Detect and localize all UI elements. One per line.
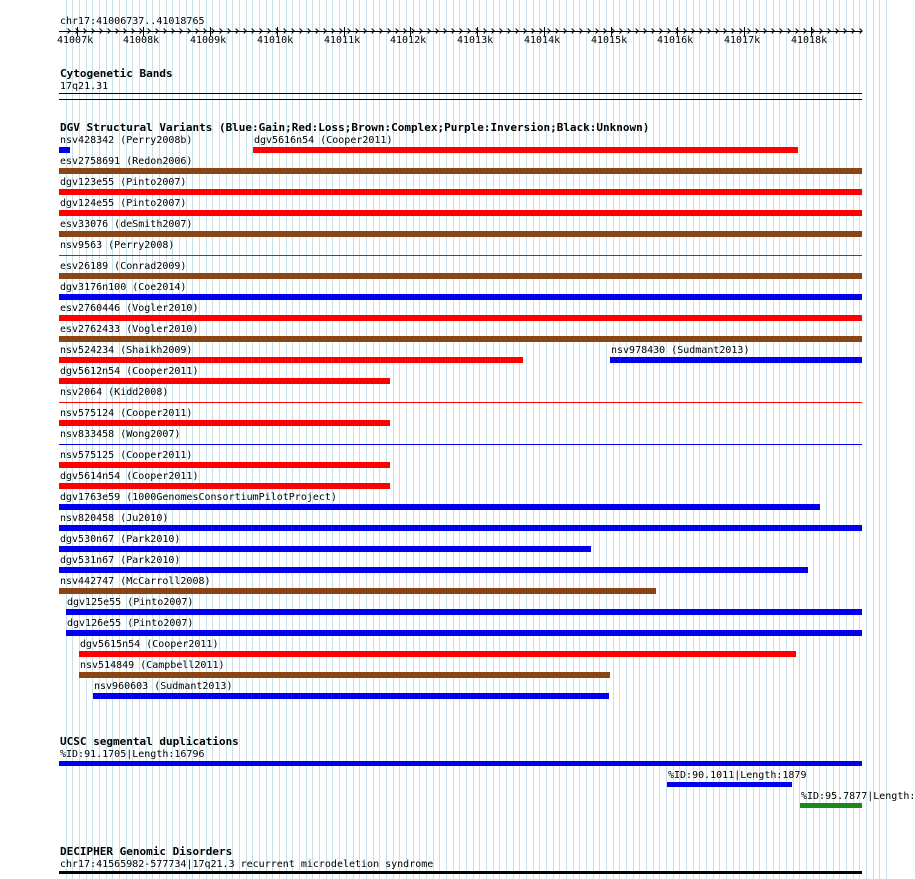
variant-label[interactable]: dgv5616n54 (Cooper2011) [254,135,393,146]
variant-label[interactable]: nsv820458 (Ju2010) [60,513,169,524]
variant-bar[interactable] [59,402,862,403]
segdup-bar[interactable] [800,803,862,808]
variant-label[interactable]: nsv575124 (Cooper2011) [60,408,193,419]
variant-label[interactable]: nsv960603 (Sudmant2013) [94,681,233,692]
variant-label[interactable]: esv2758691 (Redon2006) [60,156,193,167]
variant-bar[interactable] [610,357,862,363]
variant-bar[interactable] [59,420,390,426]
ruler-tick-label: 41011k [324,35,361,46]
variant-label[interactable]: dgv3176n100 (Coe2014) [60,282,187,293]
decipher-feature-label[interactable]: chr17:41565982-577734|17q21.3 recurrent microdeletion syndrome [60,859,434,870]
variant-label[interactable]: nsv978430 (Sudmant2013) [611,345,750,356]
variant-label[interactable]: esv26189 (Conrad2009) [60,261,187,272]
segdup-label[interactable]: %ID:91.1705|Length:16796 [60,749,205,760]
cytoband-track-title: Cytogenetic Bands [60,67,173,80]
variant-label[interactable]: nsv524234 (Shaikh2009) [60,345,193,356]
variant-label[interactable]: dgv1763e59 (1000GenomesConsortiumPilotProject) [60,492,337,503]
ruler-tick-label: 41014k [524,35,561,46]
ruler-position: chr17:41006737..41018765 [60,16,205,27]
variant-label[interactable]: esv2762433 (Vogler2010) [60,324,199,335]
variant-label[interactable]: dgv126e55 (Pinto2007) [67,618,194,629]
variant-label[interactable]: esv2760446 (Vogler2010) [60,303,199,314]
variant-bar[interactable] [79,651,796,657]
variant-bar[interactable] [93,693,609,699]
variant-bar[interactable] [59,504,820,510]
variant-bar[interactable] [59,483,390,489]
variant-bar[interactable] [59,273,862,279]
segdup-bar[interactable] [667,782,792,787]
variant-label[interactable]: dgv125e55 (Pinto2007) [67,597,194,608]
ruler-tick-label: 41013k [457,35,494,46]
variant-bar[interactable] [253,147,798,153]
ruler-tick-label: 41007k [57,35,94,46]
variant-bar[interactable] [59,294,862,300]
variant-bar[interactable] [59,189,862,195]
variant-bar[interactable] [59,168,862,174]
cytoband-label: 17q21.31 [60,81,109,92]
cytoband-line-lower [59,99,862,100]
variant-bar[interactable] [59,231,862,237]
variant-bar[interactable] [59,462,390,468]
ruler-tick-label: 41018k [791,35,828,46]
variant-label[interactable]: nsv2064 (Kidd2008) [60,387,169,398]
variant-bar[interactable] [66,609,862,615]
ruler-tick-label: 41008k [123,35,160,46]
variant-bar[interactable] [66,630,862,636]
decipher-track-title: DECIPHER Genomic Disorders [60,845,233,858]
variant-label[interactable]: dgv531n67 (Park2010) [60,555,181,566]
variant-bar[interactable] [59,378,390,384]
ruler-tick-label: 41015k [591,35,628,46]
variant-bar[interactable] [59,546,591,552]
segdup-label[interactable]: %ID:90.1011|Length:1879 [668,770,807,781]
cytoband-line [59,93,862,94]
variant-bar[interactable] [79,672,610,678]
variant-label[interactable]: nsv428342 (Perry2008b) [60,135,193,146]
ruler-tick-label: 41012k [390,35,427,46]
variant-label[interactable]: dgv530n67 (Park2010) [60,534,181,545]
variant-label[interactable]: esv33076 (deSmith2007) [60,219,193,230]
variant-bar[interactable] [59,357,523,363]
variant-label[interactable]: dgv5615n54 (Cooper2011) [80,639,219,650]
variant-label[interactable]: nsv833458 (Wong2007) [60,429,181,440]
variant-bar[interactable] [59,444,862,445]
variant-label[interactable]: nsv9563 (Perry2008) [60,240,175,251]
variant-label[interactable]: dgv124e55 (Pinto2007) [60,198,187,209]
ruler-tick-label: 41010k [257,35,294,46]
ruler-tick-label: 41017k [724,35,761,46]
variant-bar[interactable] [59,315,862,321]
dgv-track-title: DGV Structural Variants (Blue:Gain;Red:Loss;Brown:Complex;Purple:Inversion;Black:Unknown) [60,121,650,134]
variant-bar[interactable] [59,147,70,153]
ruler-tick-label: 41009k [190,35,227,46]
segdup-label[interactable]: %ID:95.7877|Length: [801,791,915,802]
variant-label[interactable]: nsv514849 (Campbell2011) [80,660,225,671]
variant-label[interactable]: dgv5612n54 (Cooper2011) [60,366,199,377]
variant-label[interactable]: nsv575125 (Cooper2011) [60,450,193,461]
segdup-track-title: UCSC segmental duplications [60,735,239,748]
ruler-tick-label: 41016k [657,35,694,46]
segdup-bar[interactable] [59,761,862,766]
decipher-feature-bar[interactable] [59,871,862,874]
variant-bar[interactable] [59,255,862,256]
variant-bar[interactable] [59,588,656,594]
variant-bar[interactable] [59,567,808,573]
variant-bar[interactable] [59,336,862,342]
variant-label[interactable]: nsv442747 (McCarroll2008) [60,576,211,587]
variant-bar[interactable] [59,525,862,531]
variant-label[interactable]: dgv123e55 (Pinto2007) [60,177,187,188]
variant-bar[interactable] [59,210,862,216]
variant-label[interactable]: dgv5614n54 (Cooper2011) [60,471,199,482]
